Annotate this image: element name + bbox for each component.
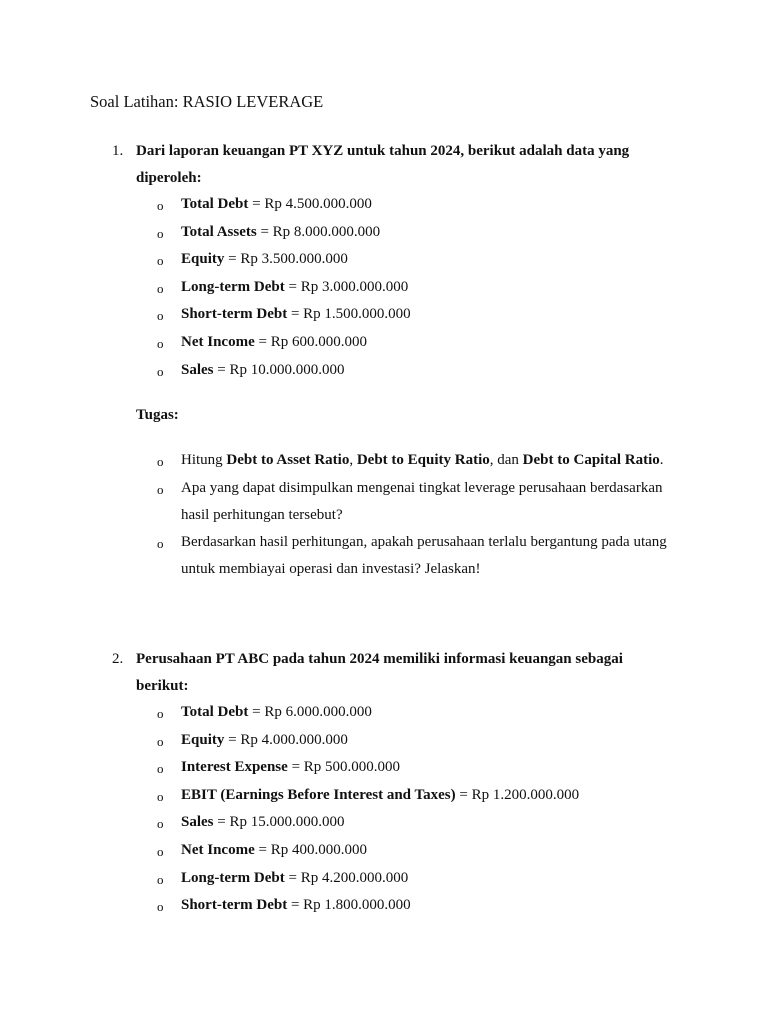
list-item-text bbox=[181, 224, 380, 241]
item-label: Net Income bbox=[181, 334, 255, 350]
list-item-text bbox=[181, 897, 411, 914]
page-title: Soal Latihan: RASIO LEVERAGE bbox=[90, 92, 324, 111]
tasks-heading: Tugas: bbox=[136, 407, 179, 423]
item-value: = Rp 3.000.000.000 bbox=[284, 279, 409, 295]
item-value: = Rp 1.800.000.000 bbox=[287, 897, 411, 913]
question-text-line: Perusahaan PT ABC pada tahun 2024 memiliki informasi keuangan sebagai bbox=[136, 651, 623, 667]
item-value: = Rp 4.500.000.000 bbox=[248, 196, 372, 212]
bullet-icon: o bbox=[157, 761, 164, 776]
item-value: = Rp 400.000.000 bbox=[254, 842, 367, 858]
list-item-text bbox=[181, 870, 408, 887]
bullet-icon: o bbox=[157, 734, 164, 749]
item-label: Short-term Debt bbox=[181, 306, 288, 322]
item-label: Total Debt bbox=[181, 704, 249, 720]
bullet-icon: o bbox=[157, 308, 164, 323]
task-1-text bbox=[181, 452, 664, 469]
list-item-text bbox=[181, 279, 408, 296]
list-item-text bbox=[181, 787, 579, 804]
task-term: Debt to Equity Ratio bbox=[356, 452, 490, 468]
question-number: 2. bbox=[112, 651, 124, 667]
bullet-icon: o bbox=[157, 816, 164, 831]
item-label: Short-term Debt bbox=[181, 897, 288, 913]
question-text-line: berikut: bbox=[136, 678, 189, 694]
list-item-text bbox=[181, 732, 348, 749]
question-text-line: diperoleh: bbox=[136, 170, 202, 186]
question-text-line: Dari laporan keuangan PT XYZ untuk tahun 2024, berikut adalah data yang bbox=[136, 143, 630, 159]
list-item-text bbox=[181, 334, 367, 351]
item-value: = Rp 4.200.000.000 bbox=[284, 870, 409, 886]
item-label: Sales bbox=[181, 362, 214, 378]
item-label: Long-term Debt bbox=[181, 279, 285, 295]
list-item-text bbox=[181, 814, 344, 831]
bullet-icon: o bbox=[157, 364, 164, 379]
bullet-icon: o bbox=[157, 872, 164, 887]
list-item-text bbox=[181, 306, 411, 323]
task-3-line: untuk membiayai operasi dan investasi? Jelaskan! bbox=[181, 561, 481, 577]
task-2-line: Apa yang dapat disimpulkan mengenai tingkat leverage perusahaan berdasarkan bbox=[181, 480, 663, 496]
bullet-icon: o bbox=[157, 789, 164, 804]
task-term: Debt to Asset Ratio bbox=[226, 452, 350, 468]
list-item-text bbox=[181, 704, 372, 721]
task-text: . bbox=[659, 452, 664, 468]
bullet-icon: o bbox=[157, 482, 164, 497]
item-label: Total Debt bbox=[181, 196, 249, 212]
item-value: = Rp 4.000.000.000 bbox=[224, 732, 348, 748]
bullet-icon: o bbox=[157, 536, 164, 551]
bullet-icon: o bbox=[157, 706, 164, 721]
item-value: = Rp 8.000.000.000 bbox=[256, 224, 381, 240]
bullet-icon: o bbox=[157, 899, 164, 914]
list-item-text bbox=[181, 251, 348, 268]
item-label: Net Income bbox=[181, 842, 255, 858]
item-value: = Rp 600.000.000 bbox=[254, 334, 367, 350]
bullet-icon: o bbox=[157, 226, 164, 241]
item-label: Long-term Debt bbox=[181, 870, 285, 886]
item-value: = Rp 1.500.000.000 bbox=[287, 306, 411, 322]
list-item-text bbox=[181, 759, 400, 776]
task-text: , bbox=[349, 452, 357, 468]
bullet-icon: o bbox=[157, 281, 164, 296]
question-number: 1. bbox=[112, 143, 124, 159]
bullet-icon: o bbox=[157, 844, 164, 859]
list-item-text bbox=[181, 196, 372, 213]
item-value: = Rp 15.000.000.000 bbox=[213, 814, 345, 830]
bullet-icon: o bbox=[157, 336, 164, 351]
list-item-text bbox=[181, 842, 367, 859]
item-label: Sales bbox=[181, 814, 214, 830]
item-label: Interest Expense bbox=[181, 759, 288, 775]
bullet-icon: o bbox=[157, 454, 164, 469]
list-item-text bbox=[181, 362, 344, 379]
item-label: Total Assets bbox=[181, 224, 257, 240]
item-label: EBIT (Earnings Before Interest and Taxes) bbox=[181, 787, 456, 803]
item-value: = Rp 500.000.000 bbox=[287, 759, 401, 775]
task-3-line: Berdasarkan hasil perhitungan, apakah perusahaan terlalu bergantung pada utang bbox=[181, 534, 667, 550]
task-term: Debt to Capital Ratio bbox=[522, 452, 660, 468]
item-value: = Rp 3.500.000.000 bbox=[224, 251, 348, 267]
item-value: = Rp 6.000.000.000 bbox=[248, 704, 372, 720]
item-value: = Rp 1.200.000.000 bbox=[455, 787, 580, 803]
item-value: = Rp 10.000.000.000 bbox=[213, 362, 345, 378]
bullet-icon: o bbox=[157, 253, 164, 268]
task-text: , dan bbox=[489, 452, 523, 468]
task-text: Hitung bbox=[181, 452, 227, 468]
item-label: Equity bbox=[181, 251, 225, 267]
bullet-icon: o bbox=[157, 198, 164, 213]
task-2-line: hasil perhitungan tersebut? bbox=[181, 507, 343, 523]
item-label: Equity bbox=[181, 732, 225, 748]
